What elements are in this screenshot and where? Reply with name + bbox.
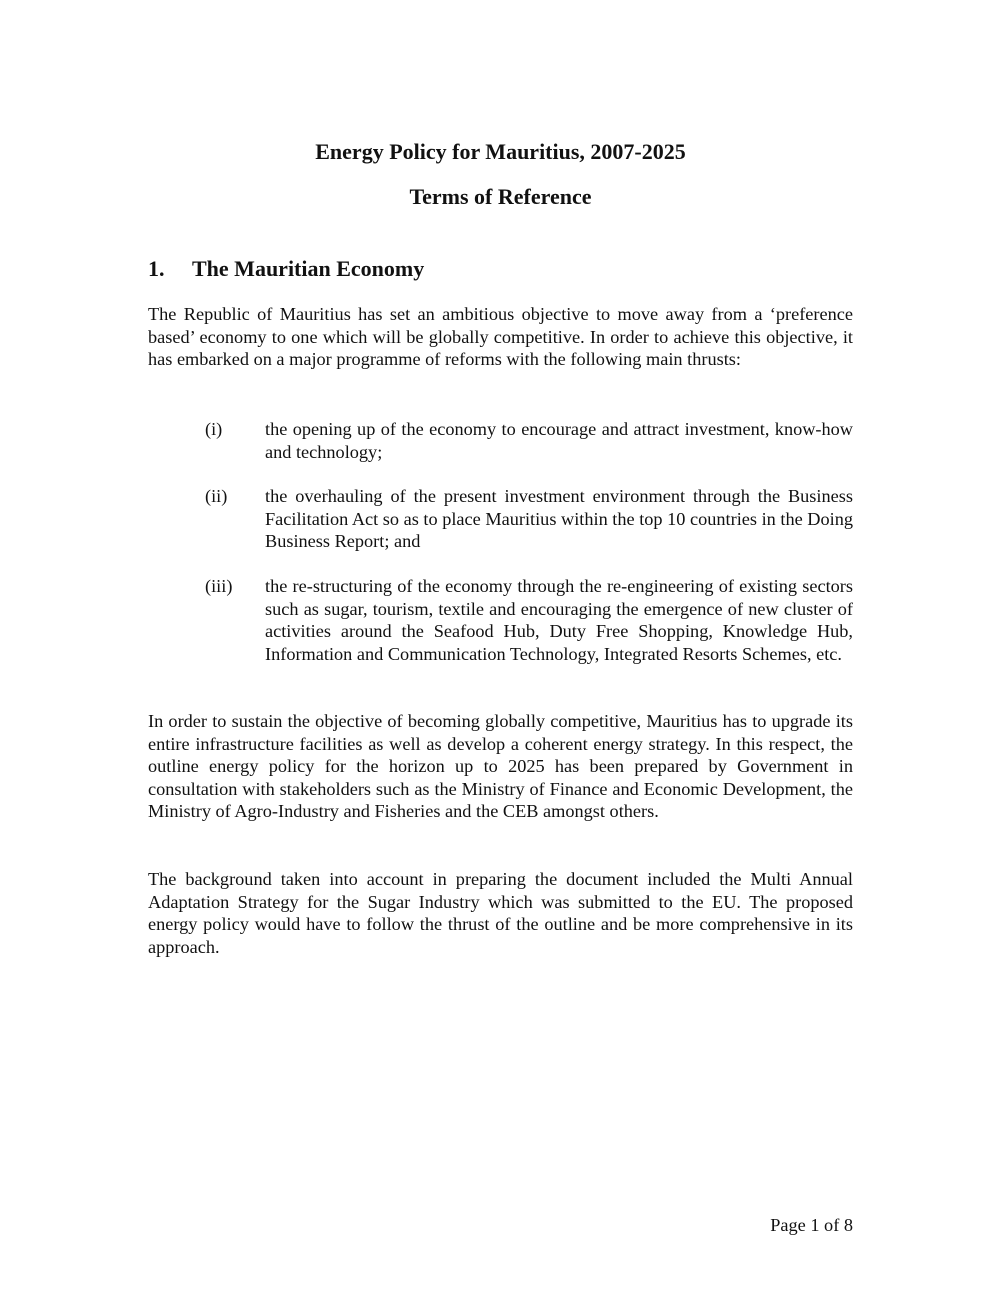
document-page [148,0,853,1294]
document-title: Energy Policy for Mauritius, 2007-2025 [315,139,686,164]
paragraph-intro: The Republic of Mauritius has set an ambitious objective to move away from a ‘preference based’ economy to one which will be globally competitive. In order to achieve this objective, it has embarked on a major programme of reforms with the following main thrusts: [148,304,853,370]
paragraph-background: The background taken into account in preparing the document included the Multi Annual Adaptation Strategy for the Sugar Industry which was submitted to the EU. The proposed energy policy would have to follow the thrust of the outline and be more comprehensive in its approach. [148,869,853,957]
section-number: 1. [148,256,165,281]
list-marker: (iii) [205,576,233,596]
list-item-text: the opening up of the economy to encourage and attract investment, know-how and technology; [265,419,853,462]
section-title: The Mauritian Economy [192,256,425,281]
document-subtitle: Terms of Reference [409,184,592,209]
list-item-text: the overhauling of the present investment environment through the Business Facilitation Act so as to place Mauritius within the top 10 countries in the Doing Business Report; and [265,486,853,552]
list-item-text: the re-structuring of the economy through the re-engineering of existing sectors such as sugar, tourism, textile and encouraging the emergence of new cluster of activities around the Seafood Hub, Duty Free Shopping, Knowledge Hub, Information and Communication Technology, Integrated Resorts Schemes, etc. [265,576,853,664]
page-number: Page 1 of 8 [770,1215,853,1235]
list-marker: (i) [205,419,223,439]
section-heading [148,255,424,283]
paragraph-infrastructure: In order to sustain the objective of becoming globally competitive, Mauritius has to upgrade its entire infrastructure facilities as well as develop a coherent energy strategy. In this respect, the outline energy policy for the horizon up to 2025 has been prepared by Government in consultation with stakeholders such as the Ministry of Finance and Economic Development, the Ministry of Agro-Industry and Fisheries and the CEB amongst others. [148,711,853,822]
list-marker: (ii) [205,486,228,506]
